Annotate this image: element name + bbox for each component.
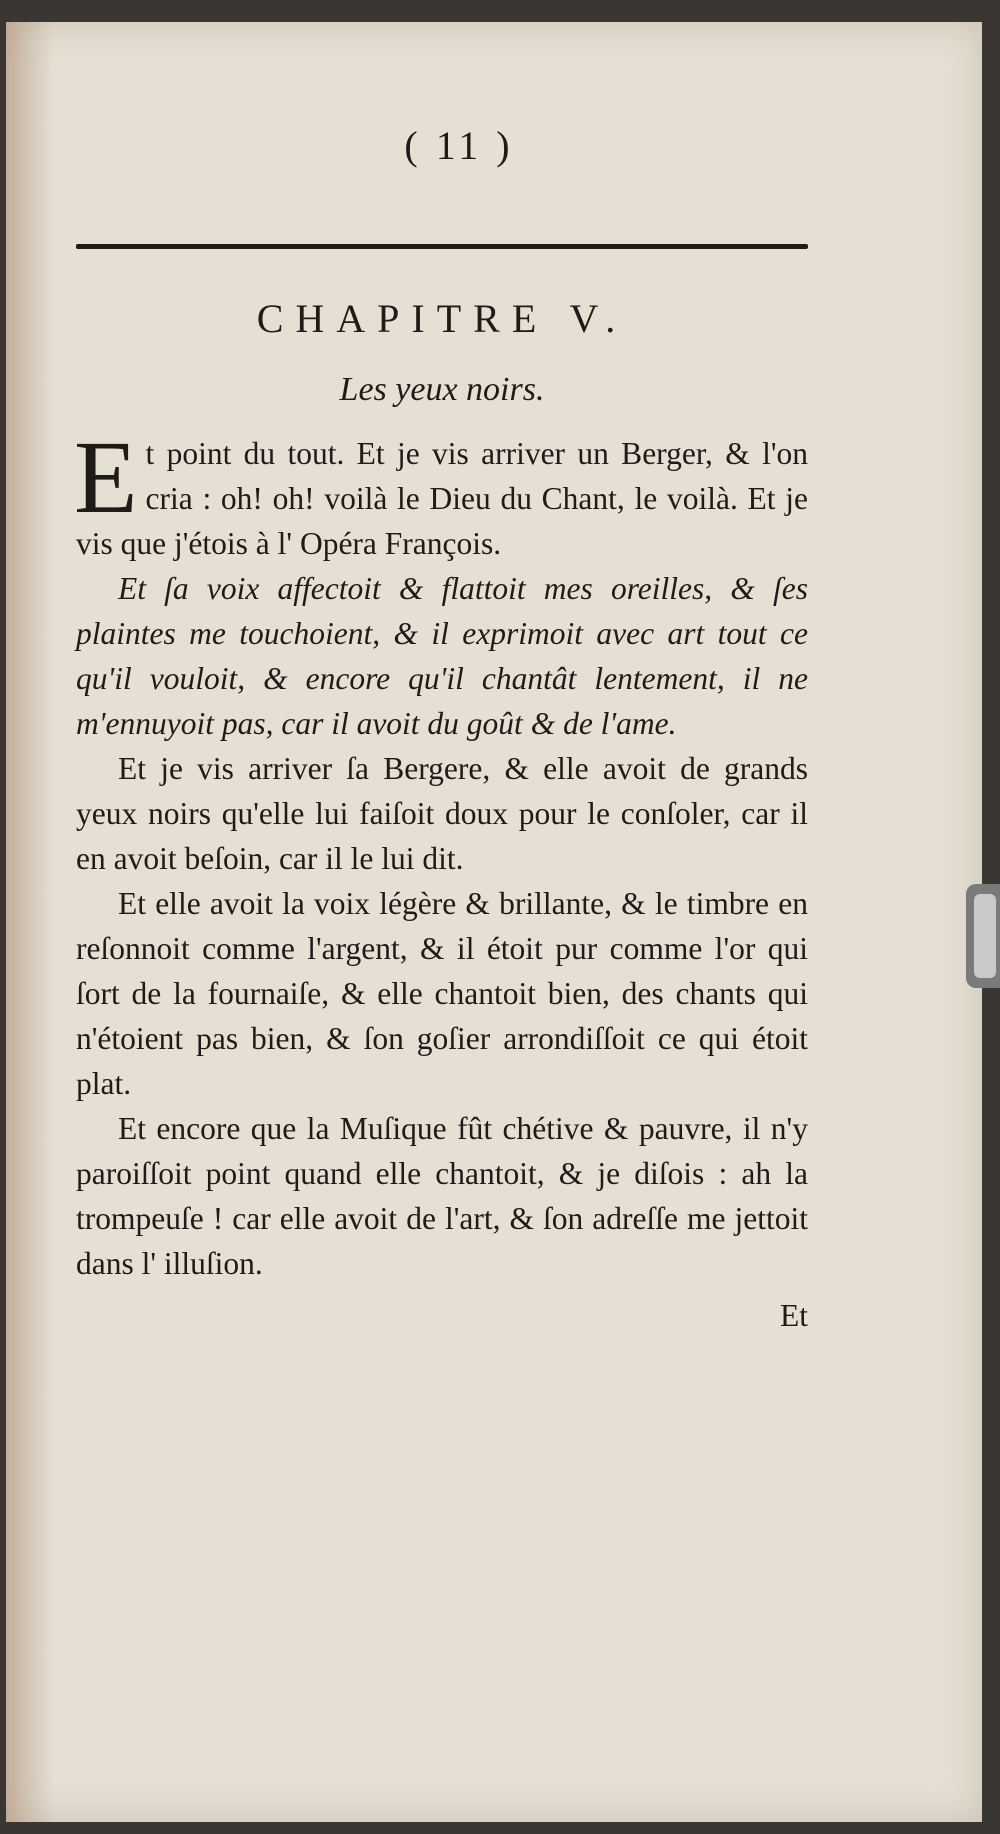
chapter-title: CHAPITRE V. [256,296,628,341]
header-rule [76,244,808,249]
catchword: Et [780,1298,808,1333]
paragraph-4: Et elle avoit la voix légère & brillante, & le timbre en reſonnoit comme l'argent, & il étoit pur comme l'or qui ſort de la fournaiſe, & elle chantoit bien, des chants qui n'étoient pas bien, & ſon goſier arrondiſſoit ce qui étoit plat. [76,886,808,1101]
paragraph-1-text: t point du tout. Et je vis arriver un Berger, & l'on cria : oh! oh! voilà le Dieu du Chant, le voilà. Et je vis que j'étois à l' Opéra François. [76,436,808,561]
paragraph-3: Et je vis arriver ſa Bergere, & elle avoit de grands yeux noirs qu'elle lui faiſoit doux pour le conſoler, car il en avoit beſoin, car il le lui dit. [76,751,808,876]
chapter-subtitle: Les yeux noirs. [339,371,545,408]
paragraph-5: Et encore que la Muſique fût chétive & pauvre, il n'y paroiſſoit point quand elle chantoit, & je diſois : ah la trompeuſe ! car elle avoit de l'art, & ſon adreſſe me jettoit dans l' illuſion. [76,1111,808,1281]
page-edge-tab [966,884,1000,988]
page-content [76,122,808,1334]
book-page [6,22,982,1822]
paragraph-1 [74,420,808,566]
drop-cap: E [74,420,138,535]
page-number: ( 11 ) [404,123,514,168]
paragraph-2: Et ſa voix affectoit & flattoit mes oreilles, & ſes plaintes me touchoient, & il exprimoit avec art tout ce qu'il vouloit, & encore qu'il chantât lentement, il ne m'ennuyoit pas, car il avoit du goût & de l'ame. [76,571,808,741]
